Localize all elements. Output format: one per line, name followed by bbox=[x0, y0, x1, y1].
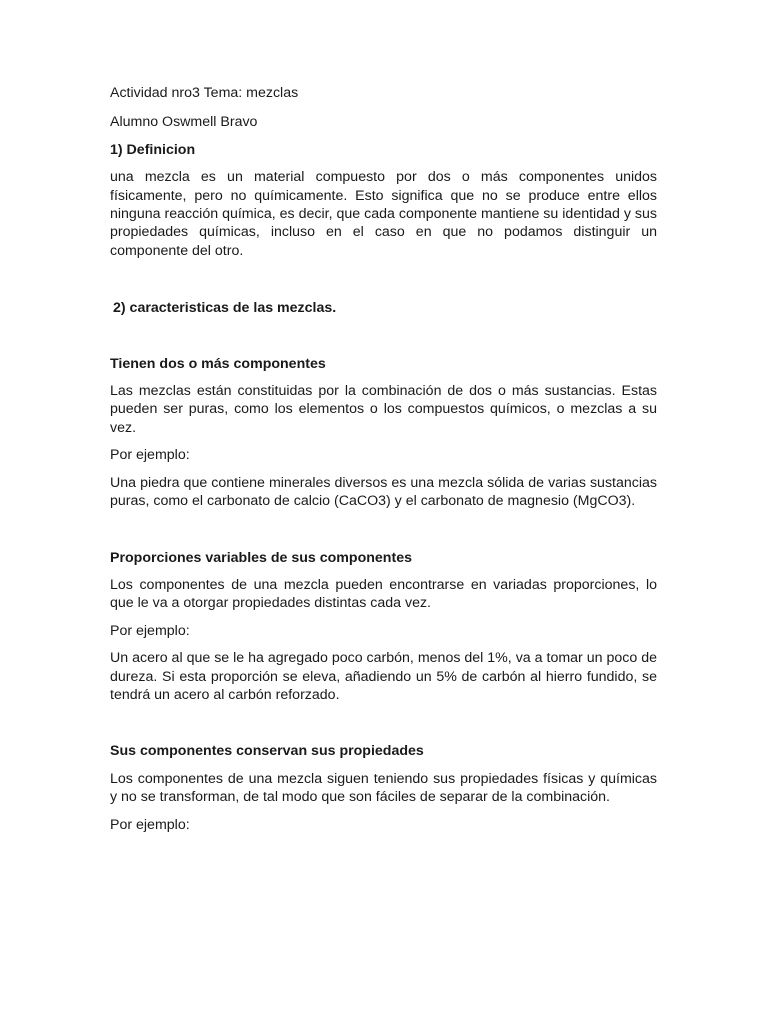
section-heading-characteristics: 2) caracteristicas de las mezclas. bbox=[113, 300, 337, 317]
definition-paragraph: una mezcla es un material compuesto por dos o más componentes unidos físicamente, pero no químicamente. Esto significa que no se produce entre ellos ninguna reacción química, es decir, que cada componente mantiene su identidad y sus propiedades químicas, incluso en el caso en que no podamos distinguir un componente del otro. bbox=[110, 169, 657, 259]
section-heading-definition: 1) Definicion bbox=[110, 141, 196, 158]
subheading-components: Tienen dos o más componentes bbox=[110, 355, 326, 372]
subheading-properties: Sus componentes conservan sus propiedades bbox=[110, 743, 424, 760]
subheading-proportions: Proporciones variables de sus componentes bbox=[110, 549, 412, 566]
example-label: Por ejemplo: bbox=[110, 622, 190, 639]
student-line: Alumno Oswmell Bravo bbox=[110, 114, 258, 131]
paragraph-properties: Los componentes de una mezcla siguen teniendo sus propiedades físicas y químicas y no se transforman, de tal modo que son fáciles de separar de la combinación. bbox=[110, 770, 657, 806]
example-paragraph: Un acero al que se le ha agregado poco carbón, menos del 1%, va a tomar un poco de dureza. Si esta proporción se eleva, añadiendo un 5% de carbón al hierro fundido, se tendrá un acero al carbón reforzado. bbox=[110, 650, 657, 703]
example-label: Por ejemplo: bbox=[110, 447, 190, 464]
paragraph-proportions: Los componentes de una mezcla pueden encontrarse en variadas proporciones, lo que le va a otorgar propiedades distintas cada vez. bbox=[110, 576, 657, 612]
document-body bbox=[110, 84, 657, 834]
activity-line: Actividad nro3 Tema: mezclas bbox=[110, 85, 299, 101]
paragraph-components: Las mezclas están constituidas por la combinación de dos o más sustancias. Estas pueden ser puras, como los elementos o los compuestos químicos, o mezclas a su vez. bbox=[110, 383, 657, 436]
example-label: Por ejemplo: bbox=[110, 816, 190, 833]
example-paragraph: Una piedra que contiene minerales diversos es una mezcla sólida de varias sustancias puras, como el carbonato de calcio (CaCO3) y el carbonato de magnesio (MgCO3). bbox=[110, 474, 657, 510]
